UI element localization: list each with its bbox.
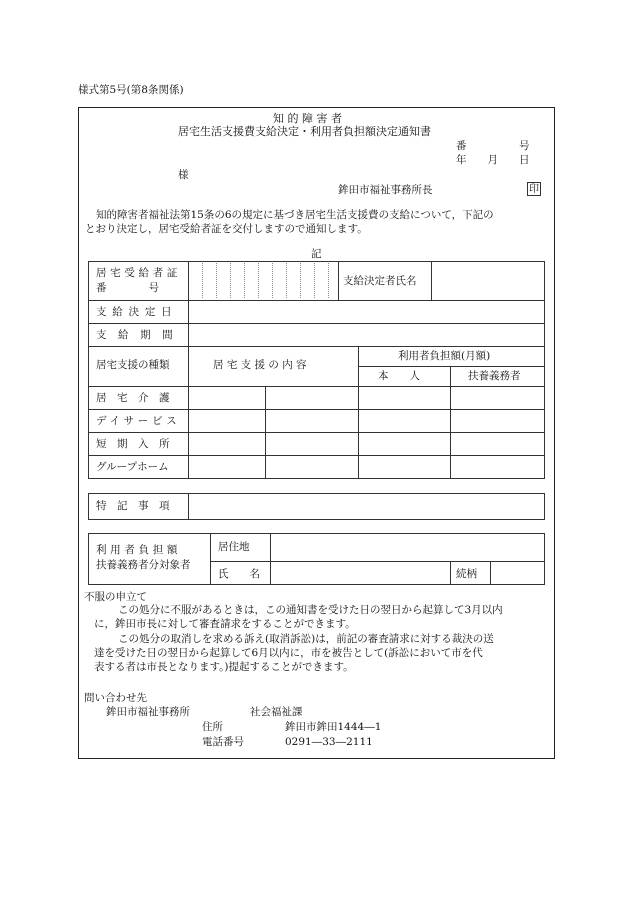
appeal-text-2a: この処分の取消しを求める訴え(取消訴訟)は，前記の審査請求に対する裁決の送 <box>118 633 494 645</box>
contact-office: 鉾田市福祉事務所 <box>106 706 190 718</box>
body-text-1: 知的障害者福祉法第15条の6の規定に基づき居宅生活支援費の支給について，下記の <box>96 209 494 221</box>
service-content-label: 居 宅 支 援 の 内 容 <box>213 359 307 371</box>
row-group-home: グループホーム <box>96 461 169 473</box>
decision-date-label: 支給決定日 <box>96 306 178 318</box>
address-value: 鉾田市鉾田1444―1 <box>285 721 382 733</box>
contact-heading: 問い合わせ先 <box>84 692 147 704</box>
date-label: 年 月 日 <box>456 154 530 166</box>
recipient-honorific: 様 <box>178 169 189 181</box>
title-line-1: 知 的 障 害 者 <box>273 112 342 125</box>
payer-label-1: 利用者負担額 <box>96 544 182 556</box>
issuer: 鉾田市福祉事務所長 <box>338 184 433 196</box>
body-text-2: とおり決定し，居宅受給者証を交付しますので通知します。 <box>85 223 368 235</box>
appeal-text-1a: この処分に不服があるときは，この通知書を受けた日の翌日から起算して3月以内 <box>118 604 503 616</box>
contact-section: 社会福祉課 <box>250 706 303 718</box>
name-label: 氏 名 <box>218 568 260 580</box>
relation-label: 続柄 <box>456 568 477 580</box>
row-day-service: デイサービス <box>96 415 181 427</box>
burden-label: 利用者負担額(月額) <box>398 350 491 362</box>
address-label: 居住地 <box>218 541 250 553</box>
recipient-name-label: 支給決定者氏名 <box>343 275 417 287</box>
seal-mark: 印 <box>529 184 539 195</box>
row-home-care: 居 宅 介 護 <box>96 392 170 404</box>
notes-label: 特 記 事 項 <box>96 500 170 512</box>
obligor-label: 扶養義務者 <box>468 370 521 382</box>
ki-label: 記 <box>311 248 322 260</box>
form-number: 様式第5号(第8条関係) <box>78 84 184 96</box>
address-key: 住所 <box>202 721 223 733</box>
appeal-text-2c: 表する者は市長となります。)提起することができます。 <box>94 661 354 673</box>
payer-label-2: 扶養義務者分対象者 <box>96 559 191 571</box>
appeal-text-1b: に，鉾田市長に対して審査請求をすることができます。 <box>94 618 356 630</box>
phone-key: 電話番号 <box>202 736 244 748</box>
title-line-2: 居宅生活支援費支給決定・利用者負担額決定通知書 <box>178 125 431 138</box>
period-label: 支給期間 <box>96 329 185 341</box>
service-type-label: 居宅支援の種類 <box>96 359 170 371</box>
number-label: 番 号 <box>456 140 530 152</box>
phone-value: 0291―33―2111 <box>285 736 373 748</box>
cert-no-label-2: 番 号 <box>96 282 159 294</box>
appeal-text-2b: 達を受けた日の翌日から起算して6月以内に，市を被告として(訴訟において市を代 <box>94 647 483 659</box>
row-short-stay: 短 期 入 所 <box>96 438 170 450</box>
cert-no-label-1: 居宅受給者証 <box>96 267 182 279</box>
appeal-heading: 不服の申立て <box>84 591 147 603</box>
self-label: 本 人 <box>378 370 420 382</box>
